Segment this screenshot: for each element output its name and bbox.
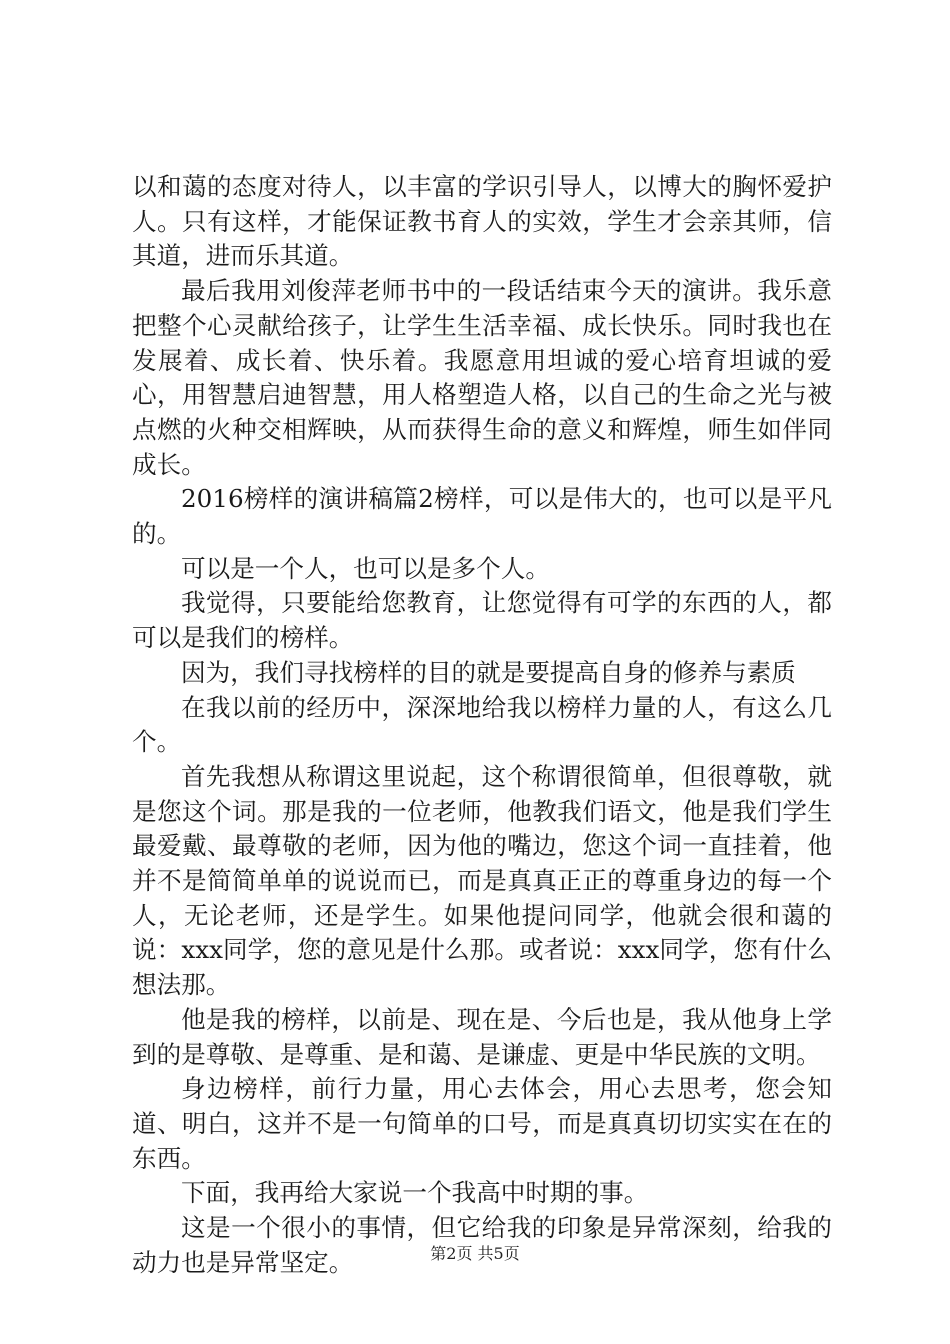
paragraph: 可以是一个人，也可以是多个人。: [181, 553, 550, 583]
paragraph: 他是我的榜样，以前是、现在是、今后也是，我从他身上学到的是尊敬、是尊重、是和蔼、是谦虚、更是中华民族的文明。: [132, 1004, 832, 1069]
paragraph: 下面，我再给大家说一个我高中时期的事。: [181, 1178, 649, 1208]
paragraph: 2016榜样的演讲稿篇2榜样，可以是伟大的，也可以是平凡的。: [132, 484, 832, 549]
paragraph: 以和蔼的态度对待人，以丰富的学识引导人，以博大的胸怀爱护人。只有这样，才能保证教书育人的实效，学生才会亲其师，信其道，进而乐其道。: [132, 172, 832, 271]
document-body: [132, 170, 832, 1281]
paragraph: 在我以前的经历中，深深地给我以榜样力量的人，有这么几个。: [132, 692, 832, 757]
paragraph: 这是一个很小的事情，但它给我的印象是异常深刻，给我的动力也是异常坚定。: [132, 1213, 832, 1277]
page-number: 第2页 共5页: [430, 1244, 520, 1263]
paragraph: 因为，我们寻找榜样的目的就是要提高自身的修养与素质: [181, 657, 796, 687]
paragraph: 最后我用刘俊萍老师书中的一段话结束今天的演讲。我乐意把整个心灵献给孩子，让学生生活幸福、成长快乐。同时我也在发展着、成长着、快乐着。我愿意用坦诚的爱心培育坦诚的爱心，用智慧启迪智慧，用人格塑造人格，以自己的生命之光与被点燃的火种交相辉映，从而获得生命的意义和辉煌，师生如伴同成长。: [132, 276, 832, 479]
page-footer: [0, 1244, 950, 1264]
paragraph: 我觉得，只要能给您教育，让您觉得有可学的东西的人，都可以是我们的榜样。: [132, 588, 832, 653]
paragraph: 首先我想从称谓这里说起，这个称谓很简单，但很尊敬，就是您这个词。那是我的一位老师，他教我们语文，他是我们学生最爱戴、最尊敬的老师，因为他的嘴边，您这个词一直挂着，他并不是简简单单的说说而已，而是真真正正的尊重身边的每一个人，无论老师，还是学生。如果他提问同学，他就会很和蔼的说：xxx同学，您的意见是什么那。或者说：xxx同学，您有什么想法那。: [132, 761, 832, 1000]
paragraph: 身边榜样，前行力量，用心去体会，用心去思考，您会知道、明白，这并不是一句简单的口号，而是真真切切实实在在的东西。: [132, 1074, 832, 1173]
